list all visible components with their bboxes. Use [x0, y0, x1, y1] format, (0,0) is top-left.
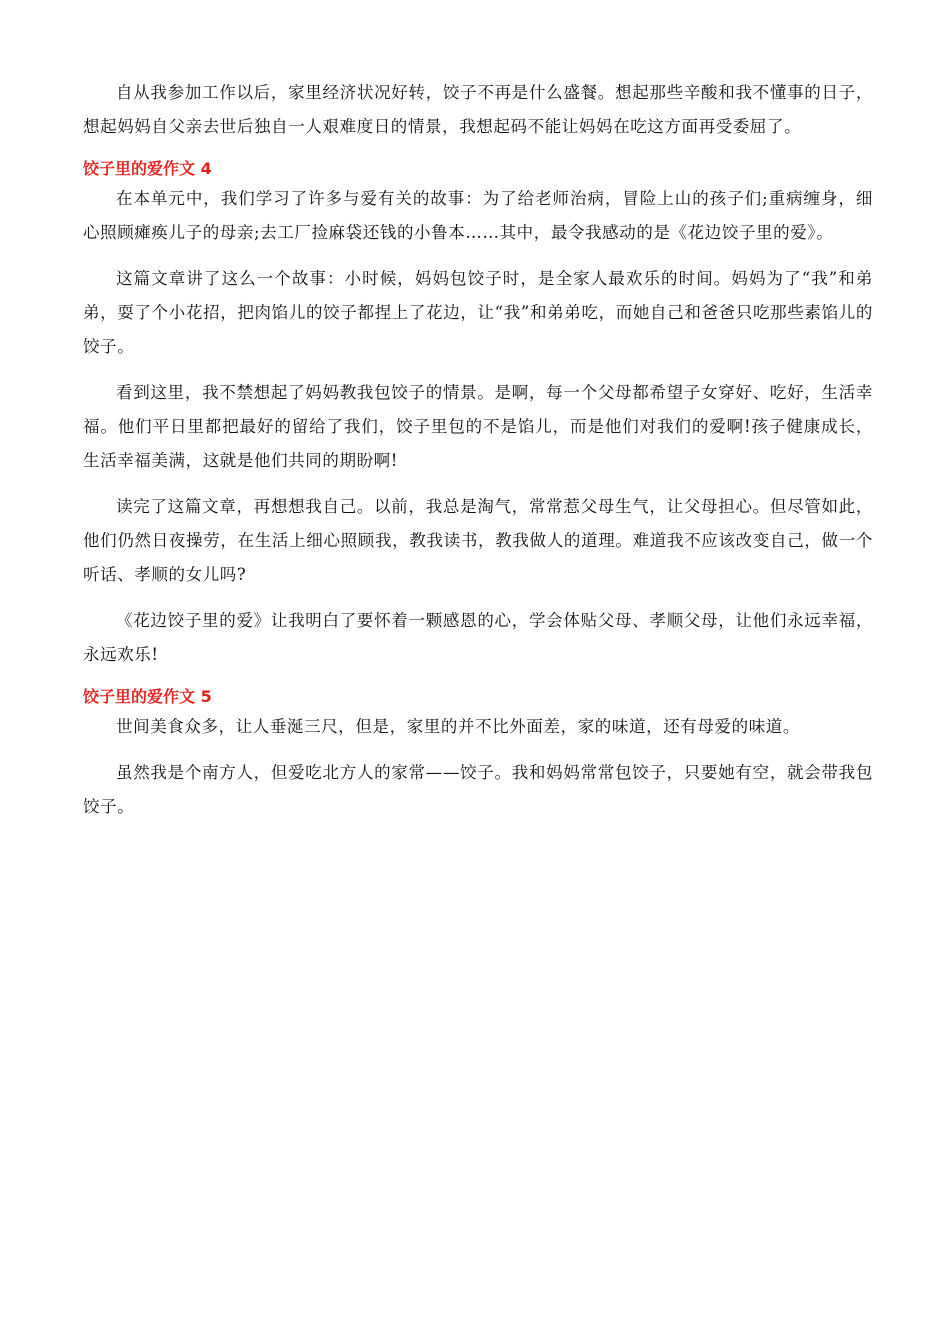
section-heading-5: 饺子里的爱作文 5 — [83, 687, 212, 706]
paragraph: 在本单元中，我们学习了许多与爱有关的故事：为了给老师治病，冒险上山的孩子们;重病缠身，细心照顾瘫痪儿子的母亲;去工厂捡麻袋还钱的小鲁本……其中，最令我感动的是《花边饺子里的爱》。 — [83, 189, 873, 242]
paragraph: 虽然我是个南方人，但爱吃北方人的家常——饺子。我和妈妈常常包饺子，只要她有空，就会带我包饺子。 — [83, 763, 873, 816]
document-page — [83, 76, 873, 836]
paragraph: 这篇文章讲了这么一个故事：小时候，妈妈包饺子时，是全家人最欢乐的时间。妈妈为了“我”和弟弟，耍了个小花招，把肉馅儿的饺子都捏上了花边，让“我”和弟弟吃，而她自己和爸爸只吃那些素馅儿的饺子。 — [83, 269, 873, 356]
paragraph: 看到这里，我不禁想起了妈妈教我包饺子的情景。是啊，每一个父母都希望子女穿好、吃好，生活幸福。他们平日里都把最好的留给了我们，饺子里包的不是馅儿，而是他们对我们的爱啊!孩子健康成长，生活幸福美满，这就是他们共同的期盼啊! — [83, 383, 873, 470]
paragraph: 《花边饺子里的爱》让我明白了要怀着一颗感恩的心，学会体贴父母、孝顺父母，让他们永远幸福，永远欢乐! — [83, 611, 873, 664]
paragraph: 读完了这篇文章，再想想我自己。以前，我总是淘气，常常惹父母生气，让父母担心。但尽管如此，他们仍然日夜操劳，在生活上细心照顾我，教我读书，教我做人的道理。难道我不应该改变自己，做一个听话、孝顺的女儿吗? — [83, 497, 873, 584]
paragraph: 自从我参加工作以后，家里经济状况好转，饺子不再是什么盛餐。想起那些辛酸和我不懂事的日子，想起妈妈自父亲去世后独自一人艰难度日的情景，我想起码不能让妈妈在吃这方面再受委屈了。 — [83, 83, 873, 136]
paragraph: 世间美食众多，让人垂涎三尺，但是，家里的并不比外面差，家的味道，还有母爱的味道。 — [116, 717, 800, 736]
section-heading-4: 饺子里的爱作文 4 — [83, 159, 212, 178]
